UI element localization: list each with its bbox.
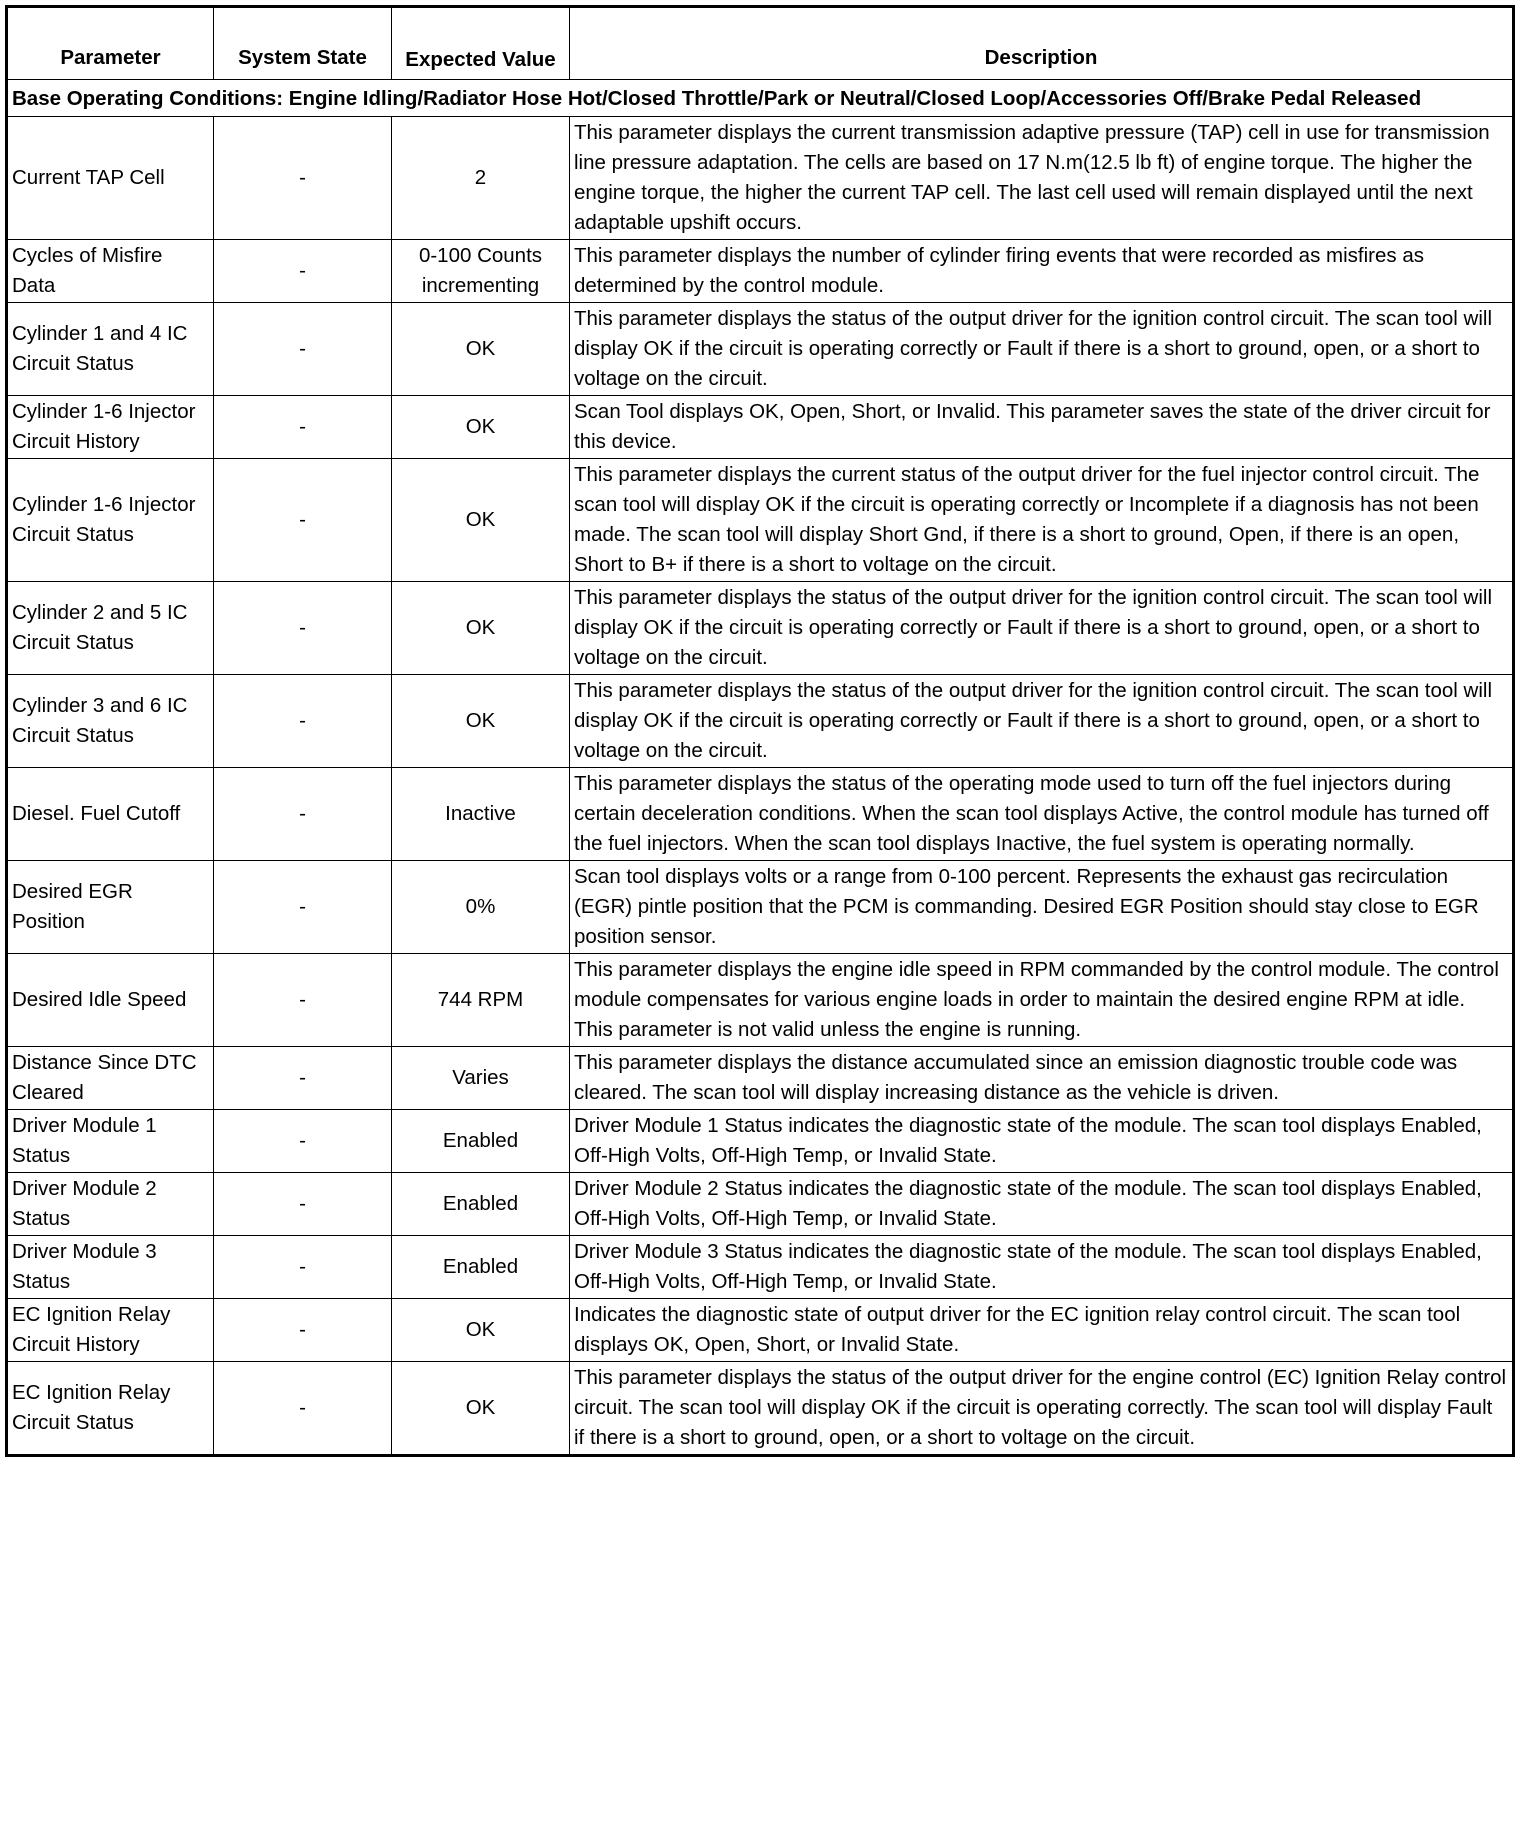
system-state-cell: -: [214, 1110, 392, 1173]
system-state-cell: -: [214, 768, 392, 861]
parameter-cell: Cylinder 3 and 6 IC Circuit Status: [7, 675, 214, 768]
parameter-cell: Cycles of Misfire Data: [7, 240, 214, 303]
header-parameter: Parameter: [7, 7, 214, 80]
description-cell: This parameter displays the status of the output driver for the ignition control circuit. The scan tool will display OK if the circuit is operating correctly or Fault if there is a short to ground, open, or a short to voltage on the circuit.: [570, 303, 1514, 396]
parameter-cell: Desired Idle Speed: [7, 954, 214, 1047]
description-cell: This parameter displays the current transmission adaptive pressure (TAP) cell in use for transmission line pressure adaptation. The cells are based on 17 N.m(12.5 lb ft) of engine torque. The higher the engine torque, the higher the current TAP cell. The last cell used will remain displayed until the next adaptable upshift occurs.: [570, 117, 1514, 240]
description-cell: Scan tool displays volts or a range from 0-100 percent. Represents the exhaust gas recirculation (EGR) pintle position that the PCM is commanding. Desired EGR Position should stay close to EGR position sensor.: [570, 861, 1514, 954]
description-cell: This parameter displays the status of the output driver for the ignition control circuit. The scan tool will display OK if the circuit is operating correctly or Fault if there is a short to ground, open, or a short to voltage on the circuit.: [570, 675, 1514, 768]
parameter-cell: Driver Module 3 Status: [7, 1236, 214, 1299]
parameter-cell: Current TAP Cell: [7, 117, 214, 240]
system-state-cell: -: [214, 396, 392, 459]
parameter-cell: Cylinder 2 and 5 IC Circuit Status: [7, 582, 214, 675]
expected-value-cell: Enabled: [392, 1236, 570, 1299]
header-system-state: System State: [214, 7, 392, 80]
description-cell: Driver Module 2 Status indicates the diagnostic state of the module. The scan tool displays Enabled, Off-High Volts, Off-High Temp, or Invalid State.: [570, 1173, 1514, 1236]
parameter-cell: EC Ignition Relay Circuit History: [7, 1299, 214, 1362]
system-state-cell: -: [214, 303, 392, 396]
table-row: [7, 861, 1514, 954]
system-state-cell: -: [214, 582, 392, 675]
expected-value-cell: OK: [392, 1362, 570, 1456]
description-cell: Scan Tool displays OK, Open, Short, or Invalid. This parameter saves the state of the driver circuit for this device.: [570, 396, 1514, 459]
table-row: [7, 675, 1514, 768]
expected-value-cell: Enabled: [392, 1173, 570, 1236]
table-row: [7, 117, 1514, 240]
base-conditions-row: [7, 80, 1514, 117]
table-row: [7, 1047, 1514, 1110]
system-state-cell: -: [214, 675, 392, 768]
header-row: [7, 7, 1514, 80]
system-state-cell: -: [214, 861, 392, 954]
base-conditions: Base Operating Conditions: Engine Idling/Radiator Hose Hot/Closed Throttle/Park or Neutral/Closed Loop/Accessories Off/Brake Pedal Released: [7, 80, 1514, 117]
parameter-cell: Cylinder 1 and 4 IC Circuit Status: [7, 303, 214, 396]
table-row: [7, 240, 1514, 303]
table-row: [7, 1110, 1514, 1173]
system-state-cell: -: [214, 1362, 392, 1456]
system-state-cell: -: [214, 954, 392, 1047]
expected-value-cell: OK: [392, 459, 570, 582]
expected-value-cell: Varies: [392, 1047, 570, 1110]
expected-value-cell: OK: [392, 1299, 570, 1362]
header-expected-value: Expected Value: [392, 7, 570, 80]
table-row: [7, 459, 1514, 582]
parameter-cell: Driver Module 2 Status: [7, 1173, 214, 1236]
table-row: [7, 582, 1514, 675]
system-state-cell: -: [214, 1047, 392, 1110]
system-state-cell: -: [214, 1173, 392, 1236]
table-row: [7, 954, 1514, 1047]
system-state-cell: -: [214, 117, 392, 240]
expected-value-cell: Inactive: [392, 768, 570, 861]
parameter-cell: Desired EGR Position: [7, 861, 214, 954]
expected-value-cell: 0-100 Counts incrementing: [392, 240, 570, 303]
system-state-cell: -: [214, 1299, 392, 1362]
parameter-cell: Diesel. Fuel Cutoff: [7, 768, 214, 861]
system-state-cell: -: [214, 240, 392, 303]
description-cell: This parameter displays the engine idle speed in RPM commanded by the control module. The control module compensates for various engine loads in order to maintain the desired engine RPM at idle. This parameter is not valid unless the engine is running.: [570, 954, 1514, 1047]
description-cell: This parameter displays the status of the output driver for the engine control (EC) Ignition Relay control circuit. The scan tool will display OK if the circuit is operating correctly. The scan tool will display Fault if there is a short to ground, open, or a short to voltage on the circuit.: [570, 1362, 1514, 1456]
expected-value-cell: OK: [392, 303, 570, 396]
description-cell: This parameter displays the status of the output driver for the ignition control circuit. The scan tool will display OK if the circuit is operating correctly or Fault if there is a short to ground, open, or a short to voltage on the circuit.: [570, 582, 1514, 675]
table-row: [7, 1236, 1514, 1299]
expected-value-cell: 744 RPM: [392, 954, 570, 1047]
table-row: [7, 1362, 1514, 1456]
table-row: [7, 768, 1514, 861]
expected-value-cell: 0%: [392, 861, 570, 954]
table-row: [7, 396, 1514, 459]
description-cell: This parameter displays the current status of the output driver for the fuel injector control circuit. The scan tool will display OK if the circuit is operating correctly or Incomplete if a diagnosis has not been made. The scan tool will display Short Gnd, if there is a short to ground, Open, if there is an open, Short to B+ if there is a short to voltage on the circuit.: [570, 459, 1514, 582]
parameter-cell: EC Ignition Relay Circuit Status: [7, 1362, 214, 1456]
description-cell: Driver Module 3 Status indicates the diagnostic state of the module. The scan tool displays Enabled, Off-High Volts, Off-High Temp, or Invalid State.: [570, 1236, 1514, 1299]
table-row: [7, 1299, 1514, 1362]
parameter-cell: Driver Module 1 Status: [7, 1110, 214, 1173]
system-state-cell: -: [214, 1236, 392, 1299]
description-cell: This parameter displays the number of cylinder firing events that were recorded as misfires as determined by the control module.: [570, 240, 1514, 303]
expected-value-cell: OK: [392, 675, 570, 768]
description-cell: This parameter displays the distance accumulated since an emission diagnostic trouble code was cleared. The scan tool will display increasing distance as the vehicle is driven.: [570, 1047, 1514, 1110]
table-row: [7, 303, 1514, 396]
description-cell: This parameter displays the status of the operating mode used to turn off the fuel injectors during certain deceleration conditions. When the scan tool displays Active, the control module has turned off the fuel injectors. When the scan tool displays Inactive, the fuel system is operating normally.: [570, 768, 1514, 861]
description-cell: Driver Module 1 Status indicates the diagnostic state of the module. The scan tool displays Enabled, Off-High Volts, Off-High Temp, or Invalid State.: [570, 1110, 1514, 1173]
description-cell: Indicates the diagnostic state of output driver for the EC ignition relay control circuit. The scan tool displays OK, Open, Short, or Invalid State.: [570, 1299, 1514, 1362]
expected-value-cell: OK: [392, 396, 570, 459]
expected-value-cell: 2: [392, 117, 570, 240]
parameter-cell: Distance Since DTC Cleared: [7, 1047, 214, 1110]
system-state-cell: -: [214, 459, 392, 582]
expected-value-cell: OK: [392, 582, 570, 675]
table-row: [7, 1173, 1514, 1236]
parameter-cell: Cylinder 1-6 Injector Circuit Status: [7, 459, 214, 582]
parameter-table: [5, 5, 1515, 1457]
parameter-cell: Cylinder 1-6 Injector Circuit History: [7, 396, 214, 459]
expected-value-cell: Enabled: [392, 1110, 570, 1173]
header-description: Description: [570, 7, 1514, 80]
